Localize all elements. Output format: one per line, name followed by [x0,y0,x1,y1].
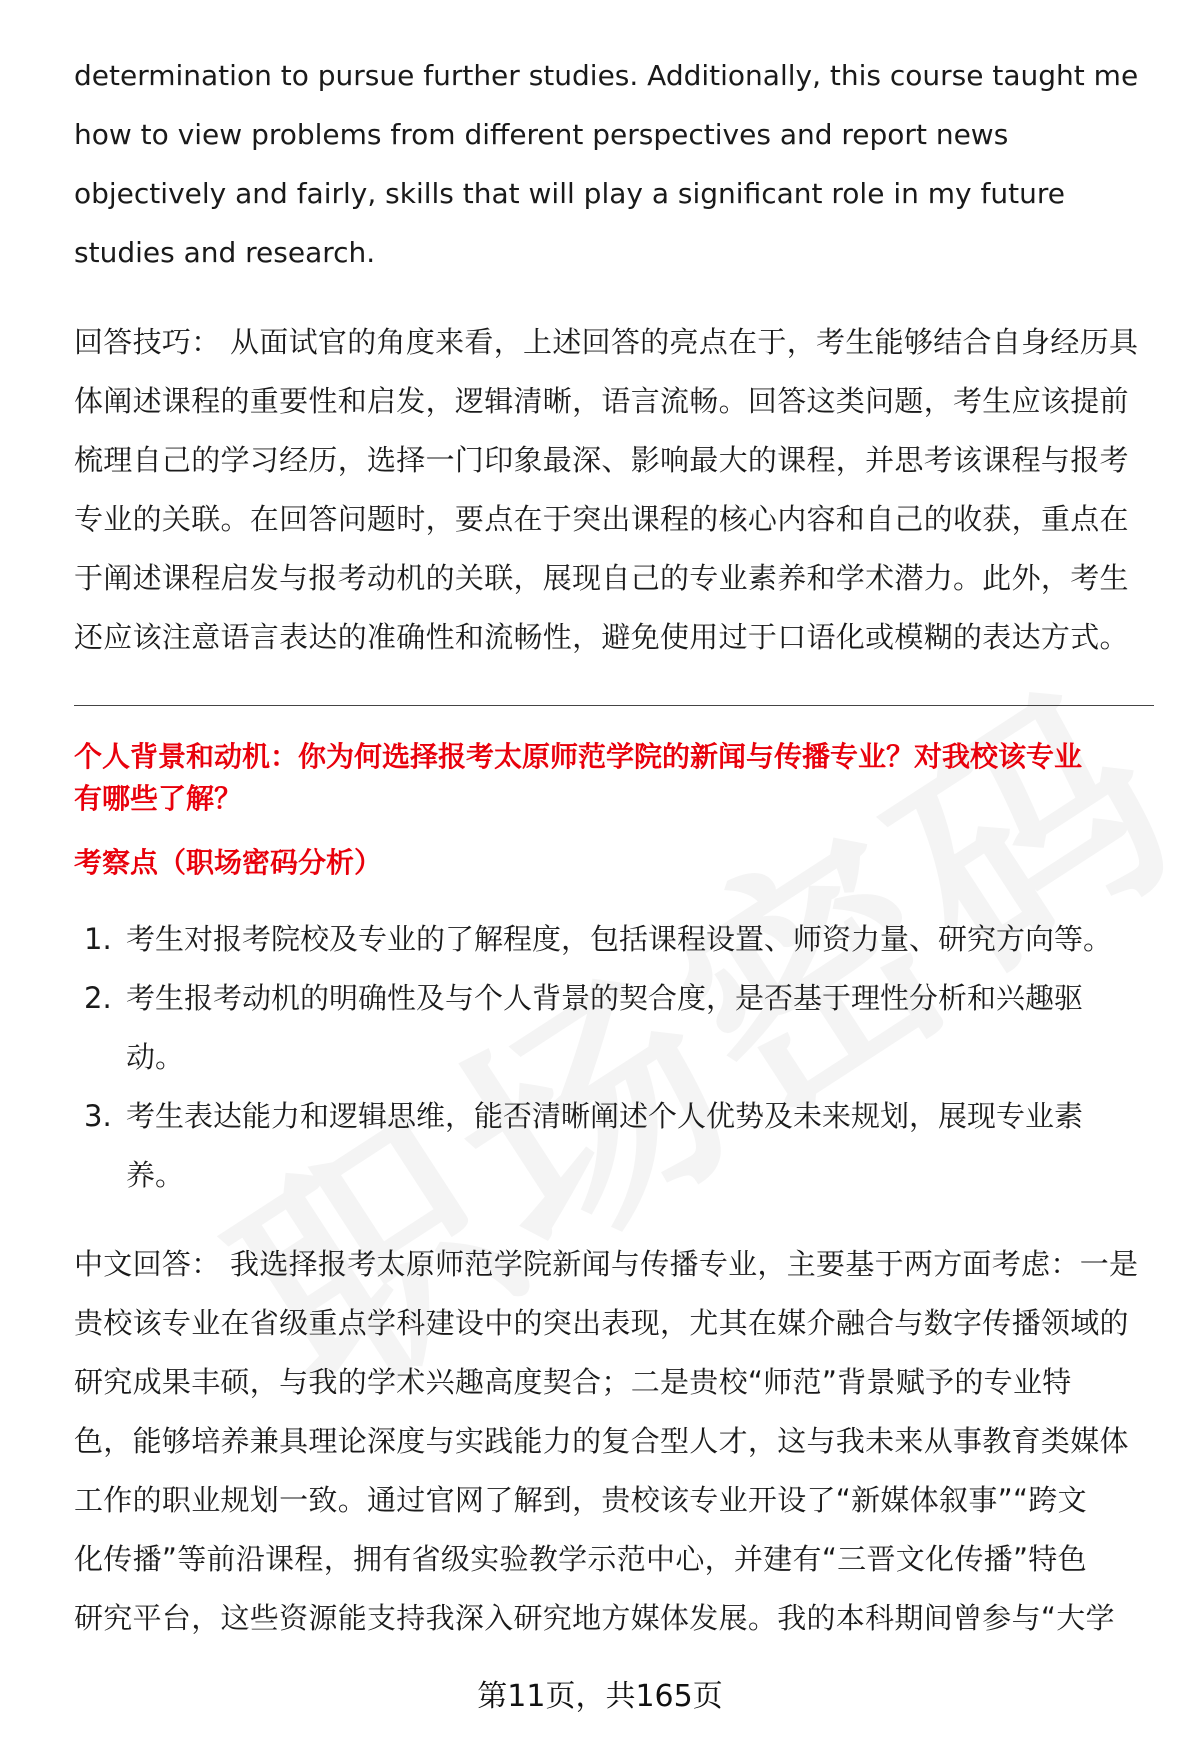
paragraph-line: objectively and fairly, skills that will play a significant role in my future [74,177,1065,210]
paragraph-line: 还应该注意语言表达的准确性和流畅性，避免使用过于口语化或模糊的表达方式。 [74,620,1129,654]
list-number: 3. [84,1099,112,1133]
paragraph-line: 中文回答： 我选择报考太原师范学院新闻与传播专业，主要基于两方面考虑：一是 [74,1247,1139,1281]
paragraph-line: 梳理自己的学习经历，选择一门印象最深、影响最大的课程，并思考该课程与报考 [74,443,1129,477]
question-line: 个人背景和动机：你为何选择报考太原师范学院的新闻与传播专业？对我校该专业 [74,740,1083,773]
list-item-text: 考生表达能力和逻辑思维，能否清晰阐述个人优势及未来规划，展现专业素 [126,1099,1084,1133]
paragraph-line: 体阐述课程的重要性和启发，逻辑清晰，语言流畅。回答这类问题，考生应该提前 [74,384,1129,418]
paragraph-line: studies and research. [74,236,376,269]
paragraph-line: 研究成果丰硕，与我的学术兴趣高度契合；二是贵校“师范”背景赋予的专业特 [74,1365,1072,1399]
paragraph-line: 研究平台，这些资源能支持我深入研究地方媒体发展。我的本科期间曾参与“大学 [74,1601,1115,1635]
focus-heading: 考察点（职场密码分析） [74,846,383,879]
list-number: 1. [84,922,112,956]
question-line: 有哪些了解？ [74,782,243,815]
paragraph-line: 化传播”等前沿课程，拥有省级实验教学示范中心，并建有“三晋文化传播”特色 [74,1542,1087,1576]
list-number: 2. [84,981,112,1015]
focus-points-list [74,910,1154,1205]
list-item [74,969,1154,1087]
section-divider [74,705,1154,706]
chinese-answer-paragraph [74,1235,1154,1648]
page-content [74,46,1154,1648]
list-item-text: 养。 [126,1158,185,1192]
list-item [74,910,1154,969]
paragraph-line: 于阐述课程启发与报考动机的关联，展现自己的专业素养和学术潜力。此外，考生 [74,561,1129,595]
paragraph-line: how to view problems from different perspectives and report news [74,118,1009,151]
list-item-text: 考生对报考院校及专业的了解程度，包括课程设置、师资力量、研究方向等。 [126,922,1113,956]
list-item-text: 动。 [126,1040,185,1074]
list-item [74,1087,1154,1205]
paragraph-line: 色，能够培养兼具理论深度与实践能力的复合型人才，这与我未来从事教育类媒体 [74,1424,1129,1458]
question-heading [74,736,1154,820]
page-number-footer: 第11页，共165页 [477,1679,723,1714]
paragraph-line: 工作的职业规划一致。通过官网了解到，贵校该专业开设了“新媒体叙事”“跨文 [74,1483,1087,1517]
answer-tips-paragraph [74,313,1154,667]
paragraph-line: determination to pursue further studies. Additionally, this course taught me [74,59,1139,92]
list-item-text: 考生报考动机的明确性及与个人背景的契合度，是否基于理性分析和兴趣驱 [126,981,1084,1015]
paragraph-line: 贵校该专业在省级重点学科建设中的突出表现，尤其在媒介融合与数字传播领域的 [74,1306,1129,1340]
paragraph-line: 专业的关联。在回答问题时，要点在于突出课程的核心内容和自己的收获，重点在 [74,502,1129,536]
intro-paragraph [74,46,1154,282]
paragraph-line: 回答技巧： 从面试官的角度来看，上述回答的亮点在于，考生能够结合自身经历具 [74,325,1139,359]
